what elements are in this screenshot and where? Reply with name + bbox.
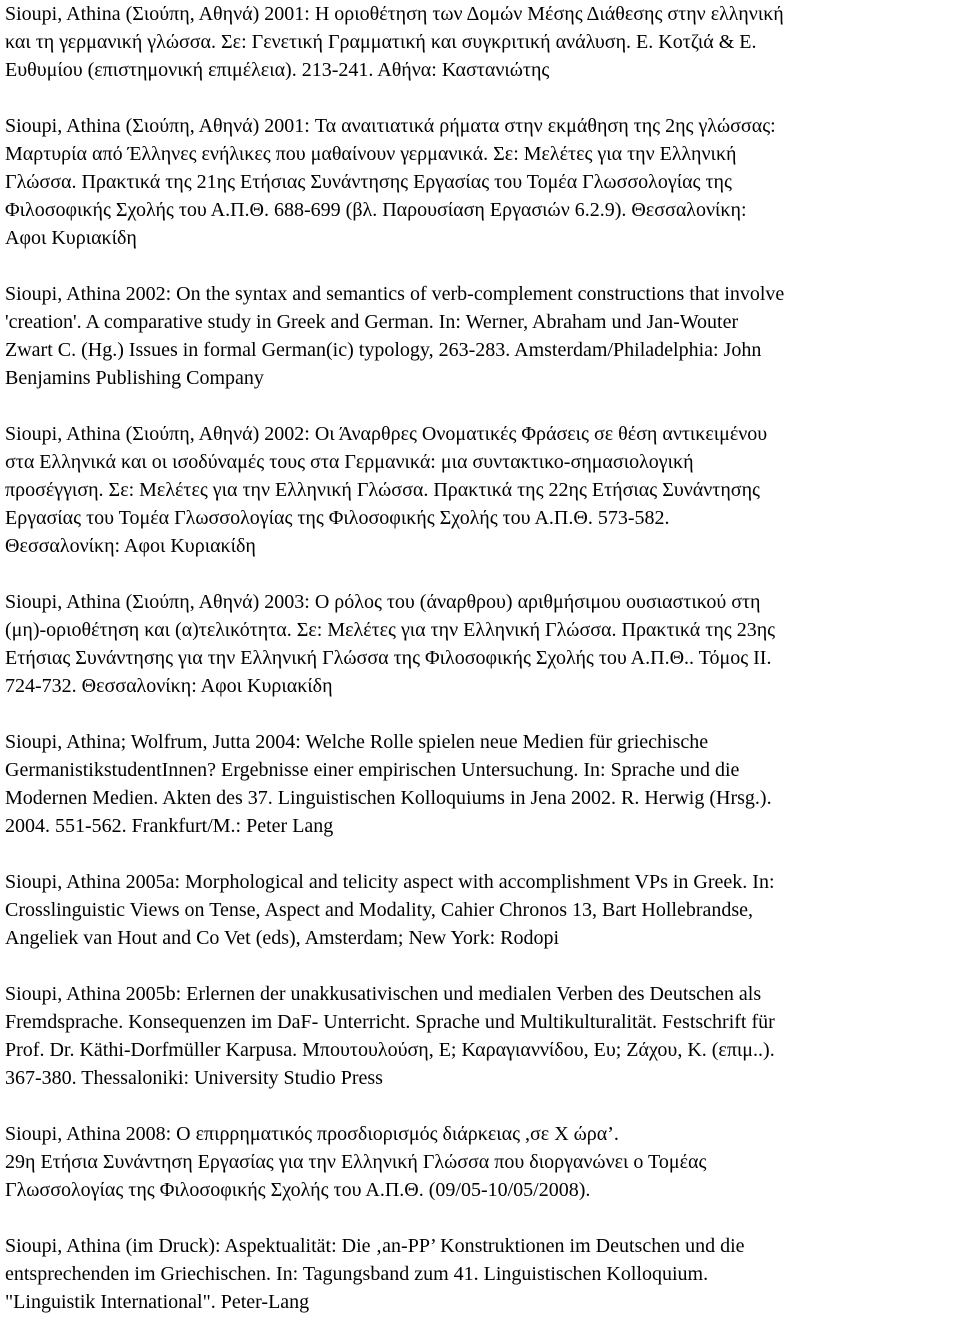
reference-line: Crosslinguistic Views on Tense, Aspect and Modality, Cahier Chronos 13, Bart Hollebrandse,: [5, 899, 754, 921]
reference-line: Sioupi, Athina; Wolfrum, Jutta 2004: Welche Rolle spielen neue Medien für griechische: [5, 731, 709, 753]
reference-line: Prof. Dr. Käthi-Dorfmüller Karpusa. Μπουτουλούση, Ε; Καραγιαννίδου, Ευ; Ζάχου, Κ. (επιμ..).: [5, 1039, 775, 1061]
reference-entry: [5, 112, 957, 252]
reference-line: Sioupi, Athina (im Druck): Aspektualität: Die ‚an-PP’ Konstruktionen im Deutschen und die: [5, 1235, 745, 1257]
reference-entry: [5, 1232, 957, 1316]
reference-line: 29η Ετήσια Συνάντηση Εργασίας για την Ελληνική Γλώσσα που διοργανώνει ο Τομέας: [5, 1151, 707, 1173]
reference-line: και τη γερμανική γλώσσα. Σε: Γενετική Γραμματική και συγκριτική ανάλυση. Ε. Κοτζιά & Ε.: [5, 31, 757, 53]
reference-entry: [5, 728, 957, 840]
reference-line: Modernen Medien. Akten des 37. Linguistischen Kolloquiums in Jena 2002. R. Herwig (Hrsg.).: [5, 787, 772, 809]
reference-entry: [5, 420, 957, 560]
reference-line: Sioupi, Athina (Σιούπη, Αθηνά) 2002: Οι Άναρθρες Ονοματικές Φράσεις σε θέση αντικειμένου: [5, 423, 768, 445]
reference-line: Sioupi, Athina 2005a: Morphological and telicity aspect with accomplishment VPs in Greek. In:: [5, 871, 775, 893]
reference-line: Γλωσσολογίας της Φιλοσοφικής Σχολής του Α.Π.Θ. (09/05-10/05/2008).: [5, 1179, 591, 1201]
reference-line: 2004. 551-562. Frankfurt/M.: Peter Lang: [5, 815, 334, 837]
reference-line: Sioupi, Athina (Σιούπη, Αθηνά) 2001: Τα αναιτιατικά ρήματα στην εκμάθηση της 2ης γλώσσας:: [5, 115, 776, 137]
reference-line: Sioupi, Athina 2008: Ο επιρρηματικός προσδιορισμός διάρκειας ,σε Χ ώρα’.: [5, 1123, 619, 1145]
reference-line: Θεσσαλονίκη: Αφοι Κυριακίδη: [5, 535, 256, 557]
reference-line: Μαρτυρία από Έλληνες ενήλικες που μαθαίνουν γερμανικά. Σε: Μελέτες για την Ελληνική: [5, 143, 737, 165]
reference-line: Sioupi, Athina 2002: On the syntax and semantics of verb-complement constructions that involve: [5, 283, 785, 305]
reference-line: entsprechenden im Griechischen. In: Tagungsband zum 41. Linguistischen Kolloquium.: [5, 1263, 709, 1285]
reference-entry: [5, 868, 957, 952]
reference-line: (μη)-οριοθέτηση και (α)τελικότητα. Σε: Μελέτες για την Ελληνική Γλώσσα. Πρακτικά της 23ης: [5, 619, 776, 641]
reference-line: Angeliek van Hout and Co Vet (eds), Amsterdam; New York: Rodopi: [5, 927, 560, 949]
reference-line: Αφοι Κυριακίδη: [5, 227, 137, 249]
reference-entry: [5, 0, 957, 84]
reference-line: Sioupi, Athina 2005b: Erlernen der unakkusativischen und medialen Verben des Deutschen als: [5, 983, 762, 1005]
reference-line: 'creation'. A comparative study in Greek and German. In: Werner, Abraham und Jan-Wouter: [5, 311, 739, 333]
reference-line: Sioupi, Athina (Σιούπη, Αθηνά) 2003: Ο ρόλος του (άναρθρου) αριθμήσιμου ουσιαστικού στη: [5, 591, 761, 613]
reference-entry: [5, 980, 957, 1092]
reference-line: Ετήσιας Συνάντησης για την Ελληνική Γλώσσα της Φιλοσοφικής Σχολής του Α.Π.Θ.. Τόμος ΙΙ.: [5, 647, 772, 669]
reference-line: προσέγγιση. Σε: Μελέτες για την Ελληνική Γλώσσα. Πρακτικά της 22ης Ετήσιας Συνάντησης: [5, 479, 760, 501]
reference-line: GermanistikstudentInnen? Ergebnisse einer empirischen Untersuchung. In: Sprache und die: [5, 759, 740, 781]
reference-line: 367-380. Thessaloniki: University Studio Press: [5, 1067, 383, 1089]
reference-line: Sioupi, Athina (Σιούπη, Αθηνά) 2001: Η οριοθέτηση των Δομών Μέσης Διάθεσης στην ελληνική: [5, 3, 784, 25]
reference-line: Εργασίας του Τομέα Γλωσσολογίας της Φιλοσοφικής Σχολής του Α.Π.Θ. 573-582.: [5, 507, 670, 529]
reference-line: Γλώσσα. Πρακτικά της 21ης Ετήσιας Συνάντησης Εργασίας του Τομέα Γλωσσολογίας της: [5, 171, 732, 193]
reference-line: Benjamins Publishing Company: [5, 367, 264, 389]
reference-entry: [5, 1120, 957, 1204]
reference-line: Φιλοσοφικής Σχολής του Α.Π.Θ. 688-699 (βλ. Παρουσίαση Εργασιών 6.2.9). Θεσσαλονίκη:: [5, 199, 747, 221]
reference-entry: [5, 280, 957, 392]
bibliography-page: [5, 0, 957, 1344]
reference-line: 724-732. Θεσσαλονίκη: Αφοι Κυριακίδη: [5, 675, 333, 697]
reference-line: στα Ελληνικά και οι ισοδύναμές τους στα Γερμανικά: μια συντακτικο-σημασιολογική: [5, 451, 694, 473]
reference-line: Zwart C. (Hg.) Issues in formal German(ic) typology, 263-283. Amsterdam/Philadelphia: John: [5, 339, 762, 361]
reference-line: Fremdsprache. Konsequenzen im DaF- Unterricht. Sprache und Multikulturalität. Festschrift für: [5, 1011, 775, 1033]
reference-line: Ευθυμίου (επιστημονική επιμέλεια). 213-241. Αθήνα: Καστανιώτης: [5, 59, 550, 81]
reference-line: "Linguistik International". Peter-Lang: [5, 1291, 310, 1313]
reference-entry: [5, 588, 957, 700]
